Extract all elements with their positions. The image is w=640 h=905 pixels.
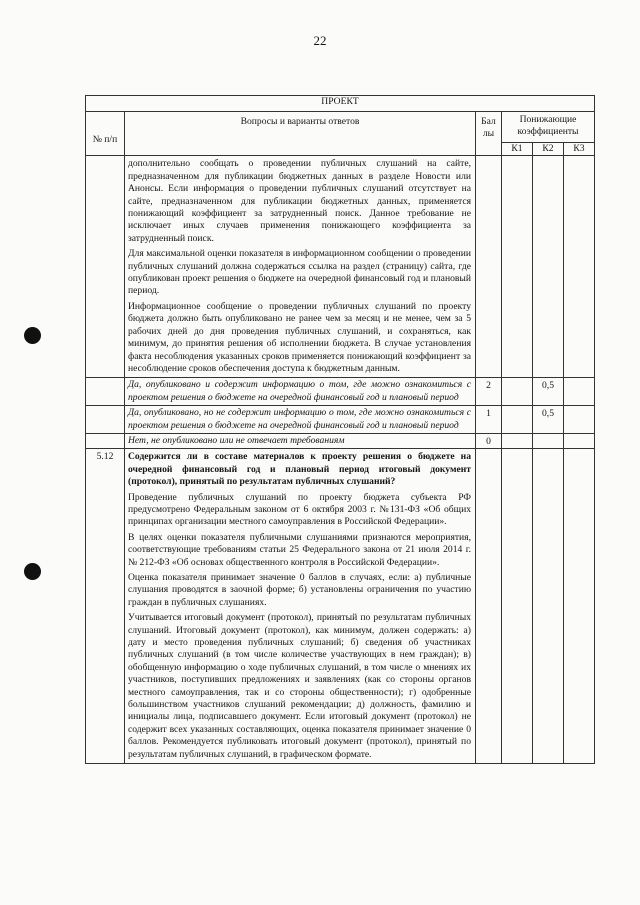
punch-hole xyxy=(24,327,41,344)
answer-k2: 0,5 xyxy=(533,406,564,434)
header-questions: Вопросы и варианты ответов xyxy=(125,112,476,156)
header-k1: К1 xyxy=(502,143,533,156)
assessment-table xyxy=(85,95,595,764)
answer-points: 2 xyxy=(476,378,502,406)
paragraph: дополнительно сообщать о проведении публичных слушаний на сайте, предназначенном для публикации бюджетных данных в разделе Новости или Анонсы. Если информация о проведении публичных слушаний отсутствует на сайте, предназначенном для публикации бюджетных данных, применяется понижающий коэффициент за затрудненный поиск. Данное требование не исключает иных случаев применения понижающего коэффициента за затрудненный поиск. xyxy=(128,158,471,244)
project-label: ПРОЕКТ xyxy=(86,96,595,112)
header-number: № п/п xyxy=(86,112,125,156)
paragraph: В целях оценки показателя публичными слушаниями признаются мероприятия, соответствующие требованиям статьи 25 Федерального закона от 21 июля 2014 г. № 212-ФЗ «Об основах общественного контроля в Российской Федерации». xyxy=(128,531,471,568)
answer-points: 0 xyxy=(476,433,502,448)
answer-row xyxy=(86,433,595,448)
paragraph: Учитывается итоговый документ (протокол), принятый по результатам публичных слушаний. Итоговый документ (протокол), как минимум, должен содержать: а) дату и место проведения публичных слушаний; б) сведения об участниках публичных слушаний (в том числе количестве участвующих в нем граждан); в) обобщенную информацию о ходе публичных слушаний, в том числе о мнениях их участников, поступивших предложениях и заявлениях (как со стороны органов местного самоуправления, так и со стороны общественности); г) одобренные большинством участников слушаний рекомендации; д) должность, фамилию и инициалы лица, подписавшего документ. Если итоговый документ (протокол) не содержит всех указанных составляющих, оценка показателя принимает значение 0 баллов. Рекомендуется публиковать итоговый документ (протокол), принятый по результатам публичных слушаний, в графическом формате. xyxy=(128,612,471,760)
header-k2: К2 xyxy=(533,143,564,156)
header-k3: К3 xyxy=(564,143,595,156)
answer-row xyxy=(86,378,595,406)
answer-k2: 0,5 xyxy=(533,378,564,406)
header-points: Бал лы xyxy=(476,112,502,156)
item-text xyxy=(125,449,476,764)
item-row xyxy=(86,449,595,764)
paragraph: Для максимальной оценки показателя в информационном сообщении о проведении публичных слушаний должна содержаться ссылка на раздел (страницу) сайта, где опубликован проект решения о бюджете на очередной финансовый год и плановый период. xyxy=(128,248,471,297)
paragraph: Информационное сообщение о проведении публичных слушаний по проекту бюджета должно быть опубликовано не ранее чем за месяц и не менее, чем за 5 рабочих дней до дня проведения публичных слушаний, и сохраняться, как минимум, до принятия решения об исполнении бюджета. В случае установления факта несоблюдения указанных сроков применяется понижающий коэффициент за несоблюдение сроков обеспечения доступа к бюджетным данным. xyxy=(128,300,471,374)
header-reducing-coefficients: Понижающие коэффициенты xyxy=(502,112,595,143)
page-number: 22 xyxy=(313,33,327,48)
answer-text: Да, опубликовано, но не содержит информацию о том, где можно ознакомиться с проектом решения о бюджете на очередной финансовый год и плановый период xyxy=(125,406,476,434)
row-number-cell xyxy=(86,156,125,378)
answer-text: Да, опубликовано и содержит информацию о том, где можно ознакомиться с проектом решения о бюджете на очередной финансовый год и плановый период xyxy=(125,378,476,406)
continuation-row xyxy=(86,156,595,378)
paragraph: Оценка показателя принимает значение 0 баллов в случаях, если: а) публичные слушания проводятся в заочной форме; б) установлены ограничения по участию граждан в публичных слушаниях. xyxy=(128,572,471,608)
paragraph: Проведение публичных слушаний по проекту бюджета субъекта РФ предусмотрено Федеральным законом от 6 октября 2003 г. №131-ФЗ «Об общих принципах организации местного самоуправления в Российской Федерации». xyxy=(128,491,471,528)
punch-hole xyxy=(24,563,41,580)
answer-row xyxy=(86,406,595,434)
answer-points: 1 xyxy=(476,406,502,434)
item-question: Содержится ли в составе материалов к проекту решения о бюджете на очередной финансовый год и плановый период итоговый документ (протокол), принятый по результатам публичных слушаний? xyxy=(128,451,471,488)
answer-text: Нет, не опубликовано или не отвечает требованиям xyxy=(125,433,476,448)
continuation-text xyxy=(125,156,476,378)
item-number: 5.12 xyxy=(86,449,125,764)
